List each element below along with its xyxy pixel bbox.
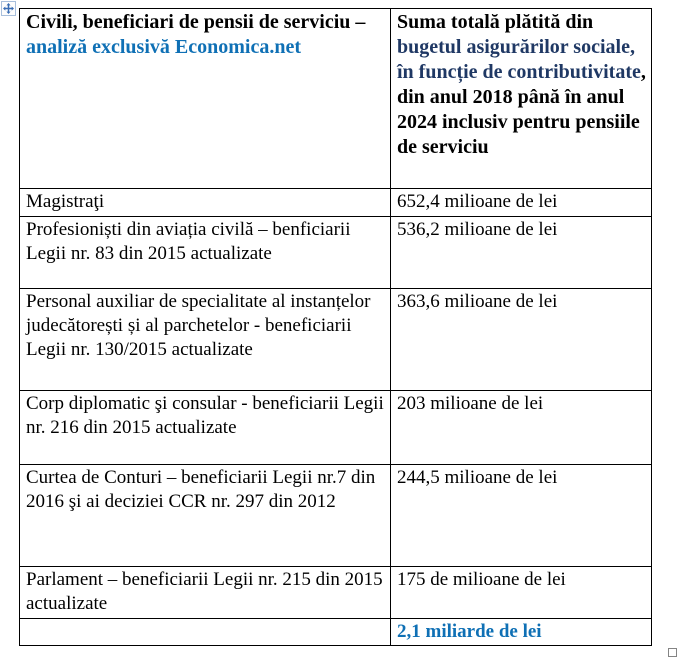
row-label-cell[interactable]: Magistraţi bbox=[20, 189, 391, 217]
header-cell-beneficiaries[interactable] bbox=[20, 9, 391, 189]
header-col1-blue-text: analiză exclusivă Economica.net bbox=[26, 36, 301, 58]
header-cell-total-sum[interactable] bbox=[391, 9, 652, 189]
pension-service-table bbox=[19, 8, 652, 646]
row-value-cell[interactable]: 244,5 milioane de lei bbox=[391, 465, 652, 567]
table-row-total bbox=[20, 619, 652, 646]
row-value-cell[interactable]: 536,2 milioane de lei bbox=[391, 217, 652, 289]
move-cross-icon bbox=[3, 3, 14, 14]
table-row-magistrati bbox=[20, 189, 652, 217]
row-label-cell[interactable] bbox=[20, 619, 391, 646]
table-row-aviatie-civila bbox=[20, 217, 652, 289]
table-move-handle[interactable] bbox=[1, 1, 16, 16]
row-label-cell[interactable]: Corp diplomatic şi consular - beneficiarii Legii nr. 216 din 2015 actualizate bbox=[20, 391, 391, 465]
row-label-cell[interactable]: Personal auxiliar de specialitate al instanțelor judecătorești și al parchetelor - beneficiarii Legii nr. 130/2015 actualizate bbox=[20, 289, 391, 391]
row-value-cell[interactable]: 652,4 milioane de lei bbox=[391, 189, 652, 217]
row-label-cell[interactable]: Profesioniști din aviația civilă – benficiarii Legii nr. 83 din 2015 actualizate bbox=[20, 217, 391, 289]
row-value-cell[interactable]: 203 milioane de lei bbox=[391, 391, 652, 465]
header-col2-black-text-1: Suma totală plătită din bbox=[397, 11, 594, 33]
row-label-cell[interactable]: Curtea de Conturi – beneficiarii Legii nr.7 din 2016 şi ai deciziei CCR nr. 297 din 2012 bbox=[20, 465, 391, 567]
table-row-curtea-de-conturi bbox=[20, 465, 652, 567]
row-value-cell[interactable]: 175 de milioane de lei bbox=[391, 567, 652, 619]
table-resize-handle[interactable] bbox=[668, 648, 677, 657]
header-col2-navy-text: bugetul asigurărilor sociale, în funcție de contributivitate bbox=[397, 36, 641, 83]
row-label-cell[interactable]: Parlament – beneficiarii Legii nr. 215 din 2015 actualizate bbox=[20, 567, 391, 619]
table-row-personal-auxiliar bbox=[20, 289, 652, 391]
header-col2-black-text-2: , din anul 2018 până în anul 2024 inclusiv pentru pensiile de serviciu bbox=[397, 61, 646, 158]
table-row-corp-diplomatic bbox=[20, 391, 652, 465]
header-col1-black-text: Civili, beneficiari de pensii de serviciu – bbox=[26, 11, 366, 33]
table-header-row bbox=[20, 9, 652, 189]
row-total-value-cell[interactable]: 2,1 miliarde de lei bbox=[391, 619, 652, 646]
table-row-parlament bbox=[20, 567, 652, 619]
row-value-cell[interactable]: 363,6 milioane de lei bbox=[391, 289, 652, 391]
